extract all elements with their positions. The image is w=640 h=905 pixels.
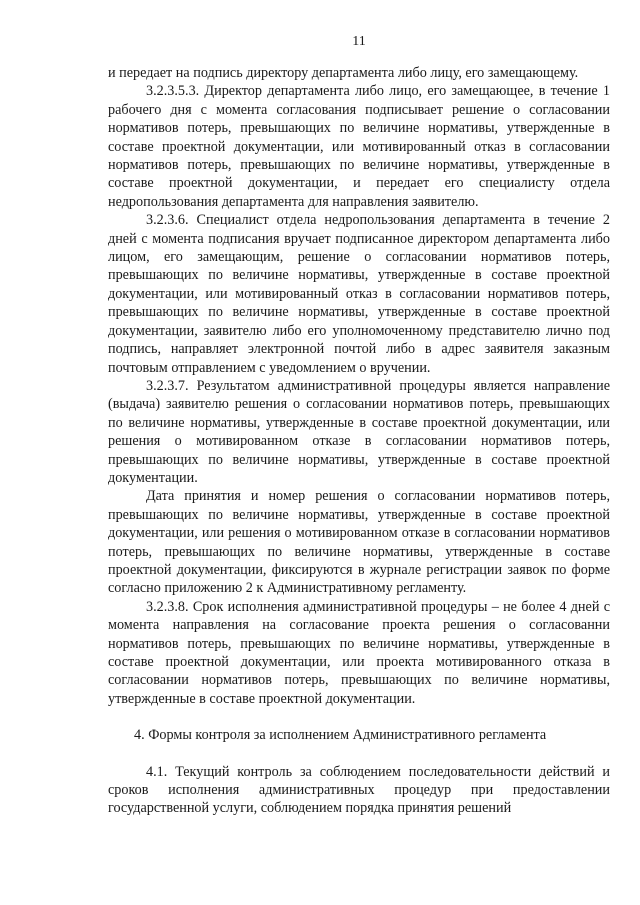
paragraph-date-and-number: Дата принятия и номер решения о согласовании нормативов потерь, превышающих по величине нормативы, утвержденные в составе проектной документации, или решения о мотивированном отказе в согласовании нормативов потерь, превышающих по величине нормативы, утвержденные в составе проектной документации, фиксируются в журнале регистрации заявок по форме согласно приложению 2 к Административному регламенту. <box>108 488 610 597</box>
paragraph-continuation: и передает на подпись директору департамента либо лицу, его замещающему. <box>108 65 579 81</box>
paragraph-3-2-3-5-3: 3.2.3.5.3. Директор департамента либо лицо, его замещающее, в течение 1 рабочего дня с момента согласования подписывает решение о согласовании нормативов потерь, превышающих по величине нормативы, утвержденные в составе проектной документации, или мотивированный отказ в согласовании нормативов потерь, превышающих по величине нормативы, утвержденные в составе проектной документации, и передает его специалисту отдела недропользования департамента для направления заявителю. <box>108 83 610 210</box>
page-number: 11 <box>352 34 366 49</box>
paragraph-3-2-3-6: 3.2.3.6. Специалист отдела недропользования департамента в течение 2 дней с момента подписания вручает подписанное директором департамента либо лицом, его замещающим, решение о согласовании нормативов потерь, превышающих по величине нормативы, утвержденные в составе проектной документации, или мотивированный отказ в согласовании нормативов потерь, превышающих по величине нормативы, утвержденные в составе проектной документации, заявителю либо его уполномоченному представителю лично под подпись, направляет электронной почтой либо в адрес заявителя заказным почтовым отправлением с уведомлением о вручении. <box>108 212 610 376</box>
paragraph-3-2-3-8: 3.2.3.8. Срок исполнения административной процедуры – не более 4 дней с момента направления на согласование проекта решения о согласованни нормативов потерь, превышающих по величине нормативы, утвержденные в составе проектной документации, или проекта мотивированного отказа в согласовании нормативов потерь, превышающих по величине нормативы, утвержденные в составе проектной документации. <box>108 598 610 707</box>
paragraph-4-1: 4.1. Текущий контроль за соблюдением последовательности действий и сроков исполнения административных процедур при предоставлении государственной услуги, соблюдением порядка принятия решений <box>108 763 610 817</box>
paragraph-3-2-3-7: 3.2.3.7. Результатом административной процедуры является направление (выдача) заявителю решения о согласовании нормативов потерь, превышающих по величине нормативы, утвержденные в составе проектной документации, или решения о мотивированном отказе в согласовании нормативов потерь, превышающих по величине нормативы, утвержденные в составе проектной документации. <box>108 377 610 486</box>
section-heading-4: 4. Формы контроля за исполнением Административного регламента <box>134 727 547 744</box>
